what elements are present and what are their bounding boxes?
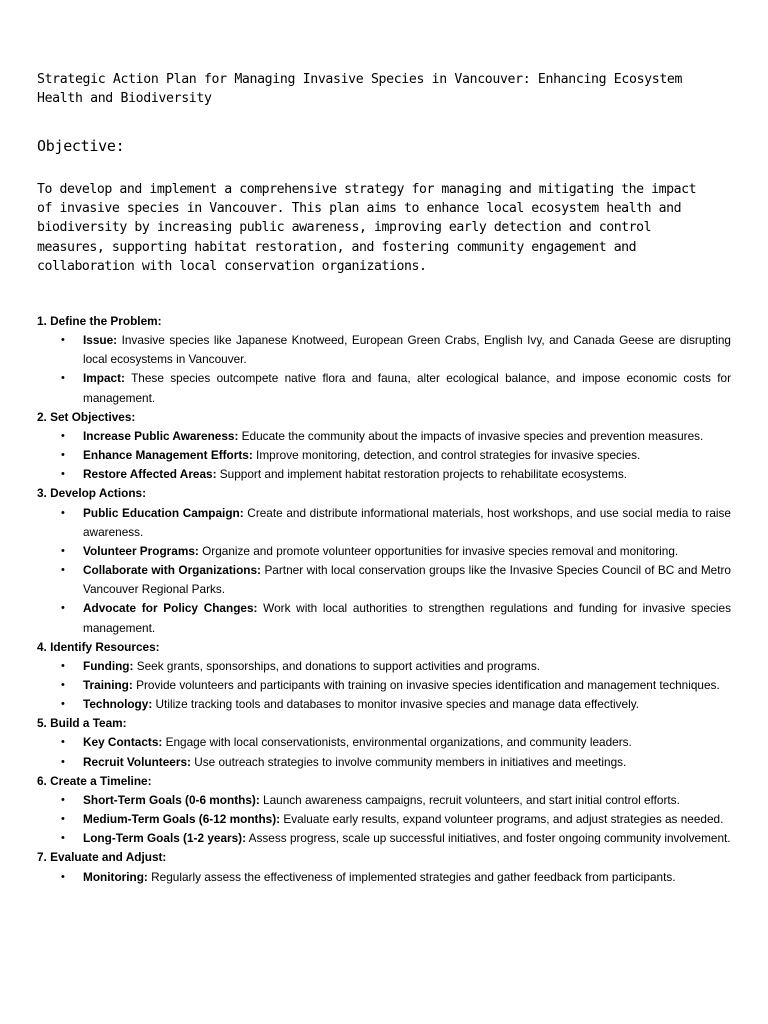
item-text: Use outreach strategies to involve community members in initiatives and meetings. — [190, 754, 627, 769]
list-item — [37, 427, 731, 446]
item-term: Restore Affected Areas: — [83, 467, 217, 482]
bullet-icon: • — [61, 544, 65, 557]
item-term: Monitoring: — [83, 869, 148, 884]
list-item — [37, 504, 731, 542]
item-term: Key Contacts: — [83, 735, 163, 750]
list-item — [37, 369, 731, 407]
bullet-icon: • — [61, 564, 65, 577]
section-heading: 2. Set Objectives: — [37, 409, 136, 424]
action-plan-sections — [37, 312, 731, 887]
plan-section — [37, 312, 731, 408]
document-title: Strategic Action Plan for Managing Invasive Species in Vancouver: Enhancing Ecosystem Health and Biodiversity — [37, 72, 683, 106]
bullet-list — [37, 331, 731, 408]
plan-section — [37, 848, 731, 886]
list-item — [37, 733, 731, 752]
item-term: Enhance Management Efforts: — [83, 448, 253, 463]
bullet-icon: • — [61, 698, 65, 711]
item-term: Short-Term Goals (0-6 months): — [83, 792, 260, 807]
item-text: Work with local authorities to strengthen regulations and funding for invasive species management. — [83, 601, 731, 635]
bullet-icon: • — [61, 429, 65, 442]
section-heading: 5. Build a Team: — [37, 716, 127, 731]
list-item — [37, 695, 731, 714]
list-item — [37, 753, 731, 772]
item-text: Engage with local conservationists, environmental organizations, and community leaders. — [162, 735, 632, 750]
item-text: Regularly assess the effectiveness of implemented strategies and gather feedback from participants. — [147, 869, 676, 884]
bullet-icon: • — [61, 678, 65, 691]
item-text: These species outcompete native flora and fauna, alter ecological balance, and impose economic costs for management. — [83, 371, 731, 405]
item-term: Public Education Campaign: — [83, 505, 244, 520]
section-heading: 1. Define the Problem: — [37, 314, 162, 328]
bullet-list — [37, 733, 731, 771]
item-term: Issue: — [83, 333, 118, 348]
bullet-list — [37, 868, 731, 887]
section-heading: 4. Identify Resources: — [37, 639, 160, 654]
bullet-icon: • — [61, 813, 65, 826]
section-heading: 6. Create a Timeline: — [37, 773, 152, 788]
bullet-icon: • — [61, 372, 65, 385]
bullet-icon: • — [61, 659, 65, 672]
list-item — [37, 331, 731, 369]
item-text: Utilize tracking tools and databases to monitor invasive species and manage data effectively. — [152, 697, 640, 712]
item-term: Volunteer Programs: — [83, 543, 199, 558]
bullet-icon: • — [61, 449, 65, 462]
item-term: Technology: — [83, 697, 153, 712]
bullet-icon: • — [61, 468, 65, 481]
plan-section — [37, 484, 731, 637]
bullet-list — [37, 791, 731, 848]
list-item — [37, 542, 731, 561]
item-text: Assess progress, scale up successful initiatives, and foster ongoing community involvement. — [246, 831, 731, 846]
section-heading: 3. Develop Actions: — [37, 486, 147, 501]
objective-heading: Objective: — [37, 137, 125, 155]
list-item — [37, 791, 731, 810]
plan-section — [37, 714, 731, 771]
item-text: Improve monitoring, detection, and control strategies for invasive species. — [252, 448, 641, 463]
section-heading: 7. Evaluate and Adjust: — [37, 850, 167, 865]
item-text: Invasive species like Japanese Knotweed, European Green Crabs, English Ivy, and Canada Geese are disrupting local ecosystems in Vancouver. — [83, 333, 731, 367]
item-term: Funding: — [83, 658, 134, 673]
item-term: Increase Public Awareness: — [83, 428, 239, 443]
objective-text: To develop and implement a comprehensive strategy for managing and mitigating the impact of invasive species in Vancouver. This plan aims to enhance local ecosystem health and biodiversity by increasing public awareness, improving early detection and control measures, supporting habitat restoration, and fostering community engagement and collaboration with local conservation organizations. — [37, 182, 697, 274]
list-item — [37, 561, 731, 599]
item-term: Impact: — [83, 371, 125, 386]
item-term: Advocate for Policy Changes: — [83, 601, 258, 616]
plan-section — [37, 772, 731, 849]
item-text: Educate the community about the impacts of invasive species and prevention measures. — [238, 428, 704, 443]
item-text: Provide volunteers and participants with training on invasive species identification and management techniques. — [132, 677, 720, 692]
list-item — [37, 810, 731, 829]
item-text: Create and distribute informational materials, host workshops, and use social media to raise awareness. — [83, 505, 731, 539]
bullet-icon: • — [61, 832, 65, 845]
bullet-icon: • — [61, 736, 65, 749]
bullet-list — [37, 427, 731, 484]
bullet-list — [37, 504, 731, 638]
bullet-icon: • — [61, 793, 65, 806]
plan-section — [37, 408, 731, 485]
list-item — [37, 676, 731, 695]
item-text: Support and implement habitat restoration projects to rehabilitate ecosystems. — [216, 467, 628, 482]
list-item — [37, 657, 731, 676]
bullet-icon: • — [61, 602, 65, 615]
item-text: Partner with local conservation groups like the Invasive Species Council of BC and Metro Vancouver Regional Parks. — [83, 563, 731, 597]
bullet-list — [37, 657, 731, 714]
plan-section — [37, 638, 731, 715]
item-term: Medium-Term Goals (6-12 months): — [83, 812, 281, 827]
item-text: Evaluate early results, expand volunteer programs, and adjust strategies as needed. — [280, 812, 724, 827]
item-term: Training: — [83, 677, 133, 692]
bullet-icon: • — [61, 755, 65, 768]
item-text: Organize and promote volunteer opportunities for invasive species removal and monitoring. — [198, 543, 679, 558]
item-text: Launch awareness campaigns, recruit volunteers, and start initial control efforts. — [259, 792, 680, 807]
bullet-icon: • — [61, 506, 65, 519]
list-item — [37, 465, 731, 484]
bullet-icon: • — [61, 334, 65, 347]
item-term: Recruit Volunteers: — [83, 754, 191, 769]
list-item — [37, 599, 731, 637]
list-item — [37, 446, 731, 465]
item-text: Seek grants, sponsorships, and donations to support activities and programs. — [133, 658, 541, 673]
bullet-icon: • — [61, 870, 65, 883]
item-term: Collaborate with Organizations: — [83, 563, 261, 578]
list-item — [37, 868, 731, 887]
list-item — [37, 829, 731, 848]
item-term: Long-Term Goals (1-2 years): — [83, 831, 247, 846]
